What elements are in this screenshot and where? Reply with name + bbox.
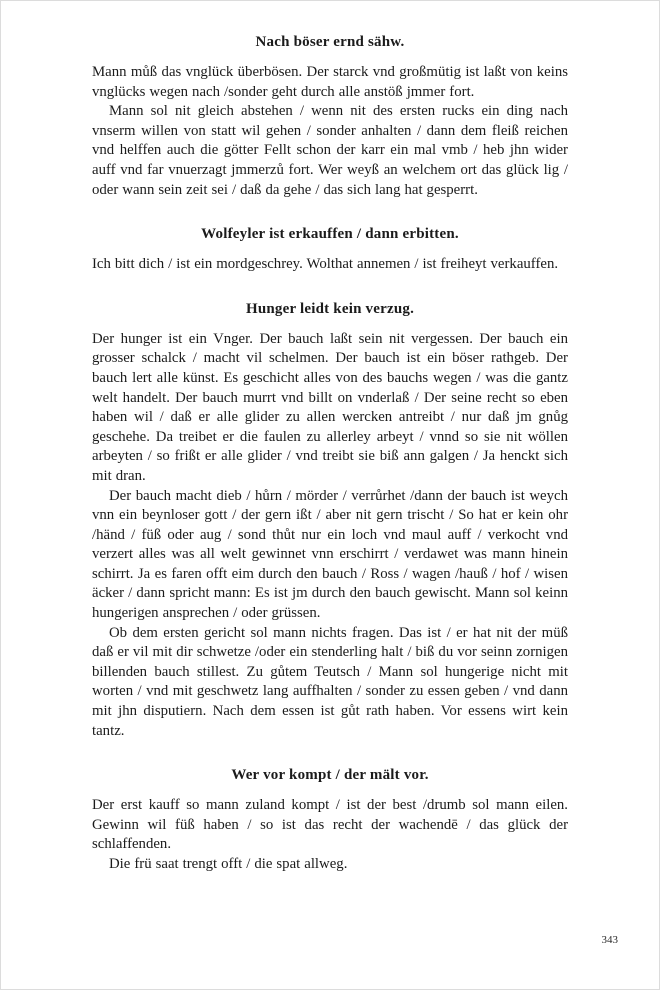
paragraph: Ob dem ersten gericht sol mann nichts fragen. Das ist / er hat nit der müß daß er vil mit dir schwetze /oder ein stenderling halt / biß du vor seinn zornigen billenden bauch stillest. Zu gůtem Teutsch / Mann sol hungerige nicht mit worten / vnd mit geschwetz lang auffhalten / sonder zu essen geben / vnd dann mit jhn disputiern. Nach dem essen ist gůt rath haben. Vor essens wirt kein tantz. [92,624,568,739]
paragraph: Der erst kauff so mann zuland kompt / ist der best /drumb sol mann eilen. Gewinn wil füß haben / so ist das recht der wachendē / das glück der schlaffenden. [92,797,568,853]
section-heading: Wolfeyler ist erkauffen / dann erbitten. [201,226,459,243]
section-wer-vor-kompt [92,767,568,874]
section-heading: Hunger leidt kein verzug. [245,300,415,317]
paragraph: Die frü saat trengt offt / die spat allweg. [109,856,348,872]
section-wolfeyler [92,226,568,275]
section-heading: Wer vor kompt / der mält vor. [231,767,429,784]
section-nach-boeser-ernd [92,34,568,200]
section-hunger [92,301,568,741]
paragraph: Der bauch macht dieb / hůrn / mörder / verrůrhet /dann der bauch ist weych vnn ein beynloser gott / der gern ißt / aber nit gern trischt / So hat er kein ohr /händ / füß oder aug / sond thůt nur ein loch vnd maul auff / verkocht vnd verzert alles was all welt gewinnet vnn erschirrt / verdawet was mann hinein schirrt. Ja es faren offt eim durch den bauch / Ross / wagen /hauß / hof / wisen äcker / dann spricht mann: Es ist jm durch den bauch gewischt. Mann sol keinn hungerigen ansprechen / oder grüssen. [92,487,568,622]
paragraph: Der hunger ist ein Vnger. Der bauch laßt sein nit vergessen. Der bauch ein grosser schalck / macht vil schelmen. Der bauch ist ein böser rathgeb. Der bauch lert alle künst. Es geschicht alles von des bauchs wegen / was die gantz welt handelt. Der bauch murrt vnd billt on vnderlaß / Der seine recht so eben haben wil / daß er alle glider zu allen wercken antreibt / nur daß jm gnůg geschehe. Da treibet er die faulen zu allerley arbeyt / vnnd so sie nit wöllen arbeyten / so frißt er alle glider / vnd treibt sie biß ann galgen / Ja henckt sich mit dran. [92,330,568,484]
paragraph: Ich bitt dich / ist ein mordgeschrey. Wolthat annemen / ist freiheyt verkauffen. [92,256,559,273]
page-body [92,30,568,875]
paragraph: Mann můß das vnglück überbösen. Der starck vnd großmütig ist laßt von keins vnglücks wegen nach /sonder geht durch alle anstöß jmmer fort. [92,64,568,100]
page-number: 343 [601,934,618,946]
paragraph: Mann sol nit gleich abstehen / wenn nit des ersten rucks ein ding nach vnserm willen von statt wil gehen / sonder anhalten / dann dem fleiß reichen vnd helffen auch die götter Fellt schon der karr ein mal vmb / heb jhn wider auff vnd far vnuerzagt jmmerzů fort. Wer weyß an welchem ort das glück lig / oder wann sein zeit sei / daß da gehe / das sich lang hat gesperrt. [92,103,568,198]
section-heading: Nach böser ernd sähw. [255,34,405,50]
